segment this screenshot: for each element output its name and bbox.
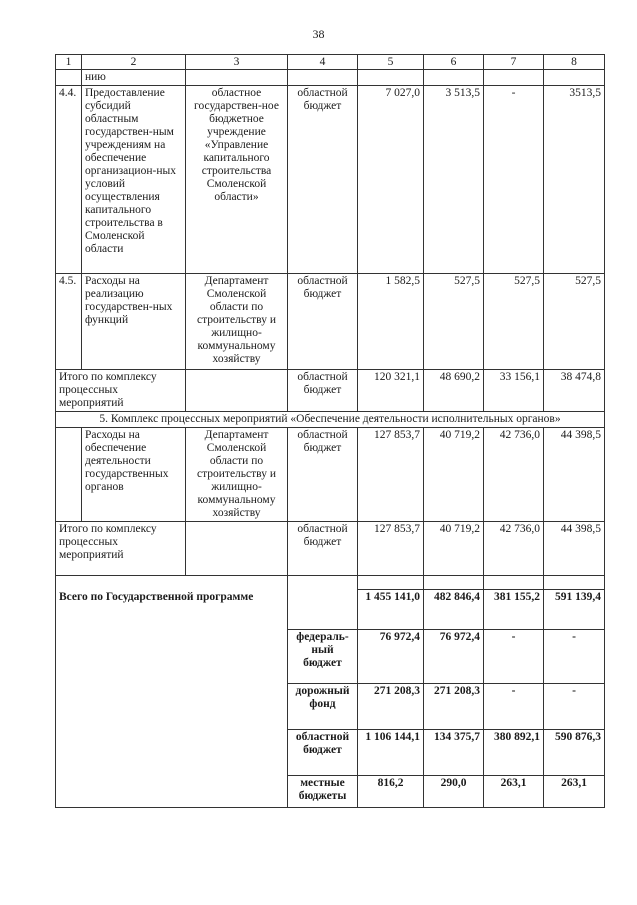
row-name: Расходы на реализацию государствен-ных функций xyxy=(82,274,186,370)
grand-value: 290,0 xyxy=(424,776,484,808)
row-value: 3 513,5 xyxy=(424,86,484,274)
grand-value: - xyxy=(484,684,544,730)
row-value: 40 719,2 xyxy=(424,428,484,522)
header-cell: 8 xyxy=(544,55,605,70)
total-value: 44 398,5 xyxy=(544,522,605,576)
grand-value: 263,1 xyxy=(484,776,544,808)
header-cell: 4 xyxy=(288,55,358,70)
header-cell: 2 xyxy=(82,55,186,70)
grand-value: 1 106 144,1 xyxy=(358,730,424,776)
row-value: 527,5 xyxy=(424,274,484,370)
grand-total-label: Всего по Государственной программе xyxy=(56,590,288,808)
grand-value: 1 455 141,0 xyxy=(358,590,424,630)
row-value: 42 736,0 xyxy=(484,428,544,522)
row-value: 527,5 xyxy=(484,274,544,370)
continuation-row xyxy=(56,70,605,86)
grand-value: 76 972,4 xyxy=(358,630,424,684)
total-row-4 xyxy=(56,370,605,412)
row-value: 44 398,5 xyxy=(544,428,605,522)
row-number: 4.4. xyxy=(56,86,82,274)
header-row xyxy=(56,55,605,70)
row-executor: Департамент Смоленской области по строительству и жилищно-коммунальному хозяйству xyxy=(186,428,288,522)
row-value: 3513,5 xyxy=(544,86,605,274)
header-cell: 6 xyxy=(424,55,484,70)
row-source: областной бюджет xyxy=(288,274,358,370)
row-executor: областное государствен-ное бюджетное учреждение «Управление капитального строительства Смоленской области» xyxy=(186,86,288,274)
row-name: Расходы на обеспечение деятельности государственных органов xyxy=(82,428,186,522)
row-number: 4.5. xyxy=(56,274,82,370)
total-value: 120 321,1 xyxy=(358,370,424,412)
table-row xyxy=(56,428,605,522)
grand-value: 591 139,4 xyxy=(544,590,605,630)
header-cell: 5 xyxy=(358,55,424,70)
section-title-row xyxy=(56,412,605,428)
grand-source: федераль-ный бюджет xyxy=(288,630,358,684)
header-cell: 3 xyxy=(186,55,288,70)
grand-value: 76 972,4 xyxy=(424,630,484,684)
page-number: 38 xyxy=(312,27,325,41)
grand-total-row xyxy=(56,590,605,630)
row-source: областной бюджет xyxy=(288,428,358,522)
row-name: Предоставление субсидий областным государствен-ным учреждениям на обеспечение организацион-ных условий осуществления капитального строительства в Смоленской области xyxy=(82,86,186,274)
grand-value: 271 208,3 xyxy=(424,684,484,730)
grand-value: 380 892,1 xyxy=(484,730,544,776)
grand-value: 590 876,3 xyxy=(544,730,605,776)
row-value: 527,5 xyxy=(544,274,605,370)
row-value: 1 582,5 xyxy=(358,274,424,370)
continuation-text: нию xyxy=(82,70,186,86)
grand-value: 263,1 xyxy=(544,776,605,808)
grand-source: дорожный фонд xyxy=(288,684,358,730)
table-row xyxy=(56,86,605,274)
grand-value: - xyxy=(484,630,544,684)
total-value: 38 474,8 xyxy=(544,370,605,412)
header-cell: 7 xyxy=(484,55,544,70)
grand-value: 134 375,7 xyxy=(424,730,484,776)
total-value: 40 719,2 xyxy=(424,522,484,576)
section-title: 5. Комплекс процессных мероприятий «Обеспечение деятельности исполнительных органов» xyxy=(56,412,605,428)
total-value: 33 156,1 xyxy=(484,370,544,412)
total-source: областной бюджет xyxy=(288,522,358,576)
header-cell: 1 xyxy=(56,55,82,70)
grand-source: местные бюджеты xyxy=(288,776,358,808)
grand-value: 482 846,4 xyxy=(424,590,484,630)
budget-table xyxy=(55,54,605,808)
row-executor: Департамент Смоленской области по строительству и жилищно-коммунальному хозяйству xyxy=(186,274,288,370)
grand-value: 381 155,2 xyxy=(484,590,544,630)
spacer-row xyxy=(56,576,605,590)
grand-value: - xyxy=(544,630,605,684)
total-value: 42 736,0 xyxy=(484,522,544,576)
row-value: - xyxy=(484,86,544,274)
total-source: областной бюджет xyxy=(288,370,358,412)
row-value: 127 853,7 xyxy=(358,428,424,522)
table-row xyxy=(56,274,605,370)
total-label: Итого по комплексу процессных мероприятий xyxy=(56,370,186,412)
grand-value: 271 208,3 xyxy=(358,684,424,730)
row-source: областной бюджет xyxy=(288,86,358,274)
grand-value: 816,2 xyxy=(358,776,424,808)
total-label: Итого по комплексу процессных мероприятий xyxy=(56,522,186,576)
grand-value: - xyxy=(544,684,605,730)
grand-source: областной бюджет xyxy=(288,730,358,776)
total-value: 127 853,7 xyxy=(358,522,424,576)
total-value: 48 690,2 xyxy=(424,370,484,412)
total-row-5 xyxy=(56,522,605,576)
row-value: 7 027,0 xyxy=(358,86,424,274)
